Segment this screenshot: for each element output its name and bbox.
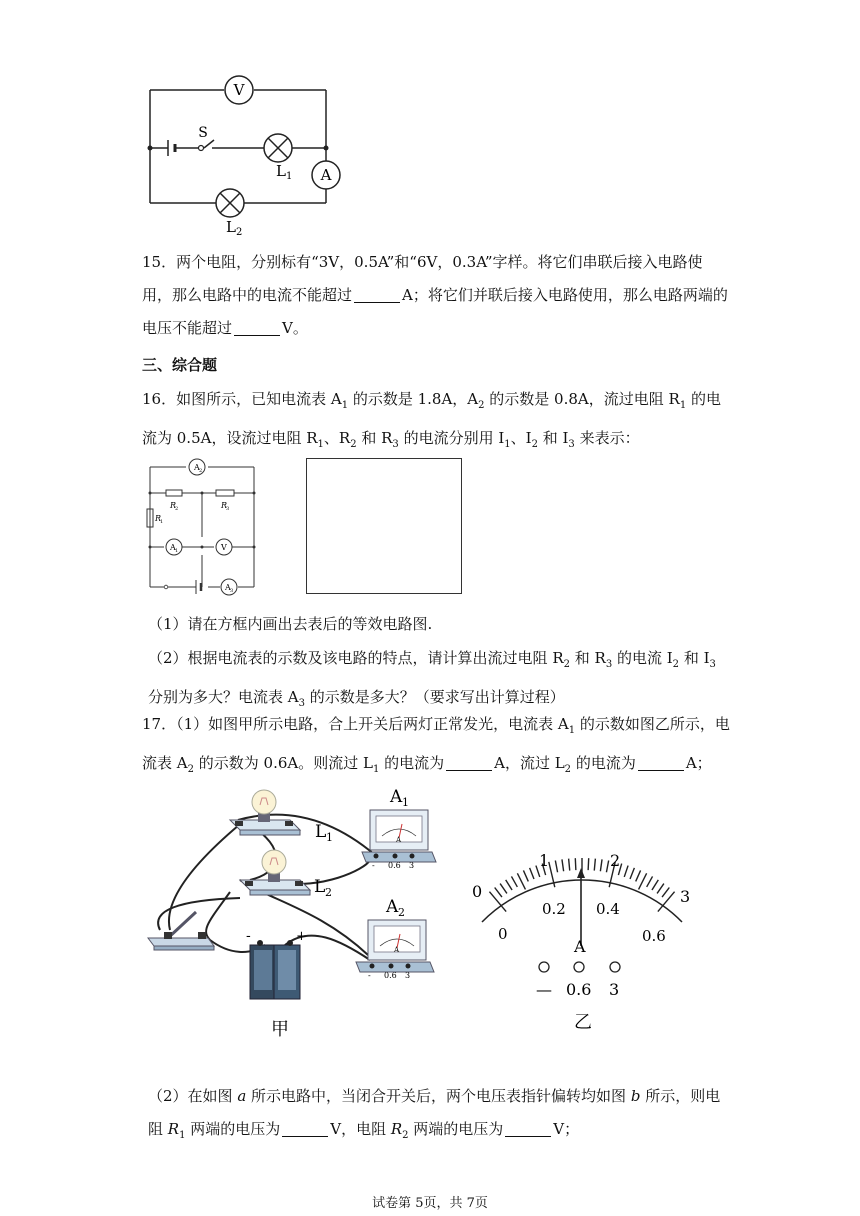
- q17-text: 的示数为 0.6A。则流过 L: [193, 754, 373, 772]
- dial-tick: [588, 858, 589, 870]
- jia-battery-plus: +: [296, 929, 307, 944]
- figure-q14-circuit: [140, 70, 350, 240]
- dial-unit-label: A: [574, 937, 586, 956]
- q17-text: 的电流为: [379, 754, 445, 772]
- q17-text: （1）如图甲所示电路，合上开关后两灯正常发光，电流表 A: [176, 715, 569, 733]
- q17-text: A；: [685, 754, 712, 772]
- r1-label: R: [155, 514, 162, 523]
- q17-b-italic: R: [390, 1120, 403, 1138]
- lamp1-sub: 1: [286, 171, 293, 182]
- q15-blank-1[interactable]: [354, 286, 400, 303]
- q17-b-sub: 1: [179, 1130, 186, 1141]
- jia-a1-face-label: A: [396, 836, 402, 844]
- voltmeter-label: V: [233, 81, 245, 99]
- jia-a2-term-minus: -: [368, 971, 371, 980]
- q16-sub1: （1）请在方框内画出去表后的等效电路图.: [148, 615, 433, 633]
- dial-tick: [500, 884, 507, 894]
- q16-sub: 3: [392, 439, 399, 450]
- jia-l1-label: L: [315, 822, 327, 842]
- question-16: [142, 383, 732, 461]
- q16-number: 16．: [142, 390, 177, 408]
- q17-sub: 2: [187, 764, 194, 775]
- q16-sub2-text: 和 R: [569, 649, 606, 667]
- r2-label: R: [170, 501, 177, 510]
- jia-a2-sub: 2: [398, 906, 405, 919]
- q16-sub: 2: [478, 400, 485, 411]
- q16-text: 的示数是 1.8A，A: [348, 390, 479, 408]
- q16-sub2-text: （2）根据电流表的示数及该电路的特点，请计算出流过电阻 R: [148, 649, 564, 667]
- q16-sub2-sub: 3: [605, 659, 613, 670]
- q17-b-text: 两端的电压为: [408, 1120, 504, 1138]
- dial-tick: [495, 888, 502, 898]
- a3-meter-sub: 3: [230, 588, 234, 594]
- dial-tick: [657, 884, 664, 894]
- q17-blank-3[interactable]: [282, 1120, 328, 1137]
- q17-text: 的示数如图乙所示，电流表 A: [142, 715, 730, 772]
- dial-top-label-1: 1: [539, 851, 550, 870]
- q16-text: 来表示：: [574, 429, 640, 447]
- dial-tick: [600, 859, 602, 871]
- q16-sub: 1: [317, 439, 324, 450]
- q16-drawing-box[interactable]: [306, 458, 462, 594]
- q17-b-italic: a: [237, 1087, 247, 1105]
- q16-sub2-text: 和 I: [679, 649, 710, 667]
- q17-sub: 1: [372, 764, 380, 775]
- dial-tick: [511, 876, 517, 886]
- q16-sub2-sub: 2: [563, 659, 570, 670]
- dial-top-label-3: 3: [680, 887, 691, 906]
- q15-text-c: V。: [282, 319, 308, 337]
- figure-jia-circuit: [140, 780, 450, 1045]
- dial-terminal-06: 0.6: [566, 980, 592, 999]
- dial-tick: [630, 868, 634, 879]
- lamp-2-icon: [240, 850, 310, 895]
- jia-a2-term-3: 3: [405, 971, 411, 980]
- r3-label: R: [221, 501, 228, 510]
- jia-a1-sub: 1: [402, 796, 409, 809]
- jia-l2-sub: 2: [325, 886, 332, 899]
- dial-top-label-2: 2: [610, 851, 621, 870]
- q15-text-b: A；将它们并联后接入电路使用，那么电路两端的电压不能超过: [142, 286, 728, 337]
- dial-bottom-label-0: 0: [498, 925, 508, 943]
- q17-b-text: （2）在如图: [148, 1087, 238, 1105]
- jia-a1-term-minus: -: [372, 861, 375, 870]
- jia-battery-minus: -: [246, 928, 251, 944]
- q17-b-text: 所示电路中，当闭合开关后，两个电压表指针偏转均如图: [246, 1087, 631, 1105]
- dial-tick: [575, 858, 576, 870]
- question-15: [142, 246, 732, 345]
- q17-text: 的电流为: [571, 754, 636, 772]
- q17-blank-2[interactable]: [638, 754, 684, 771]
- dial-tick: [594, 859, 595, 871]
- q17-sub: 2: [564, 764, 572, 775]
- q16-text: 的电流为 0.5A，设流过电阻 R: [142, 390, 721, 447]
- r1-sub: 1: [160, 519, 164, 525]
- q16-sub2-sub: 2: [672, 659, 680, 670]
- q16-sub: 2: [350, 439, 357, 450]
- dial-terminal-minus: —: [536, 980, 552, 999]
- jia-a2-face-label: A: [394, 946, 400, 954]
- q16-sub: 1: [341, 400, 349, 411]
- yi-caption: 乙: [574, 1012, 592, 1033]
- q17-blank-1[interactable]: [446, 754, 492, 771]
- q17-b-text: V；: [553, 1120, 580, 1138]
- a1-meter-label: A: [170, 543, 176, 552]
- q16-text: 的电流分别用 I: [398, 429, 505, 447]
- dial-bottom-label-1: 0.2: [542, 900, 566, 918]
- battery-icon: [250, 940, 300, 999]
- dial-tick: [652, 880, 658, 890]
- jia-a2-term-06: 0.6: [384, 971, 397, 980]
- dial-tick: [569, 859, 570, 871]
- r2-sub: 2: [175, 506, 179, 512]
- q16-text: 的示数是 0.8A，流过电阻 R: [484, 390, 680, 408]
- q16-sub2-text: 分别为多大？电流表 A: [148, 688, 299, 706]
- dial-tick: [636, 870, 641, 881]
- lamp2-label: L: [226, 218, 236, 236]
- q16-sub2-sub: 3: [709, 659, 716, 670]
- q15-blank-2[interactable]: [234, 319, 280, 336]
- a1-meter-sub: 1: [175, 548, 179, 554]
- q16-sub: 1: [679, 400, 687, 411]
- figure-q16-circuit: [144, 455, 262, 597]
- q17-number: 17．: [142, 715, 177, 733]
- q16-text: 、R: [323, 429, 351, 447]
- dial-tick: [662, 888, 669, 898]
- dial-tick: [562, 859, 564, 871]
- dial-tick: [606, 860, 608, 872]
- q16-text: 和 I: [537, 429, 569, 447]
- lamp-1-icon: [230, 790, 300, 835]
- q17-part2: [148, 1080, 732, 1152]
- dial-tick: [517, 873, 525, 889]
- ammeter-label: A: [320, 166, 332, 184]
- switch-label: S: [198, 125, 208, 141]
- dial-tick: [523, 870, 528, 881]
- dial-top-label-0: 0: [472, 882, 483, 901]
- q16-sub: 3: [568, 439, 575, 450]
- q17-blank-4[interactable]: [505, 1120, 551, 1137]
- dial-ticks: [489, 858, 674, 912]
- q15-number: 15．: [142, 253, 177, 271]
- q17-b-italic: b: [630, 1087, 641, 1105]
- q16-text: 和 R: [356, 429, 393, 447]
- a2-meter-sub: 2: [199, 468, 203, 474]
- jia-l1-sub: 1: [326, 831, 333, 844]
- q16-sub: 2: [531, 439, 538, 450]
- q17-b-text: 所示，则电阻: [148, 1087, 721, 1138]
- q16-sub2-text: 的电流 I: [612, 649, 673, 667]
- q16-sub2-sub: 3: [298, 698, 305, 709]
- q17-b-italic: R: [167, 1120, 180, 1138]
- q16-sub2-text: 的示数是多大？（要求写出计算过程）: [304, 688, 565, 706]
- figure-yi-dial: [460, 840, 700, 1040]
- lamp1-label: L: [276, 162, 286, 180]
- dial-tick: [555, 860, 557, 872]
- dial-tick: [506, 880, 512, 890]
- page-footer: 试卷第 5页，共 7页: [372, 1196, 488, 1211]
- section-3-heading: 三、综合题: [142, 356, 218, 374]
- dial-tick: [624, 866, 628, 877]
- a3-meter-label: A: [225, 583, 231, 592]
- r3-sub: 3: [226, 506, 230, 512]
- q16-text: 如图所示，已知电流表 A: [176, 390, 342, 408]
- q17-text: A，流过 L: [494, 754, 565, 772]
- question-17: [142, 708, 732, 786]
- lamp2-sub: 2: [236, 227, 243, 238]
- q17-b-text: 两端的电压为: [185, 1120, 281, 1138]
- dial-terminal-3: 3: [609, 980, 620, 999]
- v-meter-label: V: [221, 543, 227, 552]
- jia-a1-label: A: [390, 787, 403, 807]
- jia-a2-label: A: [386, 897, 399, 917]
- q15-text-a: 两个电阻，分别标有“3V，0.5A”和“6V，0.3A”字样。将它们串联后接入电路使用，那么电路中的电流不能超过: [142, 253, 703, 304]
- dial-tick: [530, 868, 534, 879]
- jia-caption: 甲: [271, 1019, 289, 1040]
- q17-sub: 1: [568, 725, 576, 736]
- jia-l2-label: L: [314, 877, 326, 897]
- jia-a1-term-06: 0.6: [388, 861, 401, 870]
- dial-tick: [639, 873, 647, 889]
- dial-bottom-label-2: 0.4: [596, 900, 620, 918]
- q16-text: 、I: [510, 429, 532, 447]
- q16-sub: 1: [504, 439, 511, 450]
- a2-meter-label: A: [194, 463, 200, 472]
- q17-b-text: V，电阻: [330, 1120, 391, 1138]
- q17-b-sub: 2: [402, 1130, 409, 1141]
- jia-a1-term-3: 3: [409, 861, 415, 870]
- dial-bottom-label-3: 0.6: [642, 927, 666, 945]
- dial-tick: [647, 876, 653, 886]
- switch-icon: [148, 912, 214, 950]
